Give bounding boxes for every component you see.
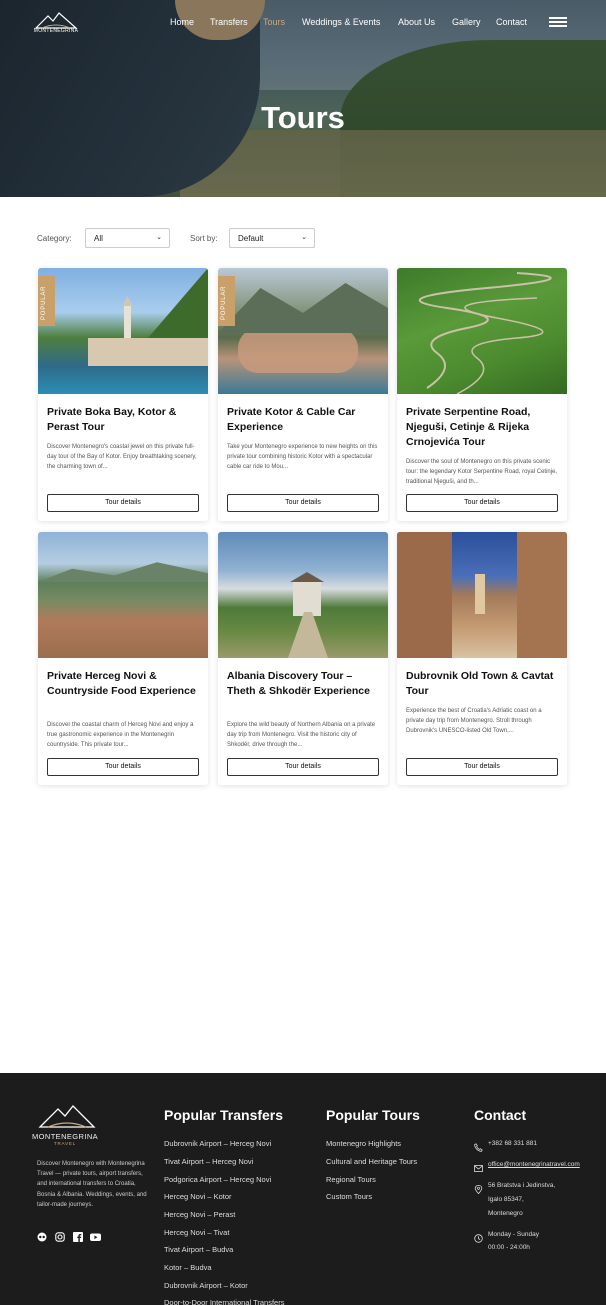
footer <box>0 1073 606 1305</box>
logo-text: MONTENEGRINA <box>33 28 79 34</box>
tour-details-button[interactable]: Tour details <box>47 494 199 512</box>
nav-transfers[interactable]: Transfers <box>210 17 248 27</box>
tour-card[interactable] <box>218 532 388 785</box>
tour-details-button[interactable]: Tour details <box>227 758 379 776</box>
contact-heading: Contact <box>474 1107 527 1123</box>
transfer-link[interactable]: Dubrovnik Airport – Herceg Novi <box>164 1139 272 1148</box>
sort-label: Sort by: <box>190 234 218 243</box>
tour-title[interactable]: Dubrovnik Old Town & Cavtat Tour <box>406 670 554 697</box>
category-select[interactable] <box>85 228 170 248</box>
tour-title[interactable]: Albania Discovery Tour – Theth & Shkodër Experience <box>227 670 370 697</box>
tour-card[interactable] <box>397 268 567 521</box>
tour-link[interactable]: Cultural and Heritage Tours <box>326 1157 418 1166</box>
tour-description: Discover Montenegro's coastal jewel on this private full-day tour of the Bay of Kotor. Enjoy breathtaking scenery, the charming town of... <box>47 444 197 470</box>
tour-details-button[interactable]: Tour details <box>406 758 558 776</box>
chevron-down-icon: ⌄ <box>156 234 162 241</box>
tour-title[interactable]: Private Serpentine Road, Njeguši, Cetinje & Rijeka Crnojevića Tour <box>406 406 531 448</box>
tour-link[interactable]: Regional Tours <box>326 1175 376 1184</box>
nav-tours[interactable]: Tours <box>263 17 286 27</box>
tour-card[interactable] <box>397 532 567 785</box>
tour-image[interactable] <box>218 532 388 658</box>
chevron-down-icon: ⌄ <box>301 234 307 241</box>
mail-icon <box>474 1160 483 1169</box>
footer-about: Discover Montenegro with Montenegrina Travel — private tours, airport transfers, and international transfers to Croatia, Bosnia & Albania. Weddings, events, and tailor-made journeys. <box>37 1161 147 1208</box>
contact-email[interactable]: office@montenegrinatravel.com <box>488 1161 580 1168</box>
tour-image[interactable] <box>38 268 208 394</box>
transfer-link[interactable]: Herceg Novi – Kotor <box>164 1192 232 1201</box>
tour-link[interactable]: Montenegro Highlights <box>326 1139 402 1148</box>
tour-description: Take your Montenegro experience to new heights on this private tour combining historic Kotor with a spectacular cable car ride to Mou... <box>227 444 378 470</box>
nav-contact[interactable]: Contact <box>496 17 528 27</box>
tour-description: Explore the wild beauty of Northern Albania on a private day trip from Montenegro. Visit the historic city of Shkodër, drive through the... <box>227 722 376 748</box>
phone-icon <box>474 1139 483 1148</box>
nav-weddings-events[interactable]: Weddings & Events <box>302 17 381 27</box>
popular-badge: POPULAR <box>218 276 235 326</box>
tour-image[interactable] <box>397 268 567 394</box>
tour-description: Discover the coastal charm of Herceg Novi and enjoy a true gastronomic experience in the Montenegrin countryside. This private tour... <box>47 722 194 748</box>
tour-image[interactable] <box>218 268 388 394</box>
clock-icon <box>474 1230 483 1239</box>
tour-image[interactable] <box>397 532 567 658</box>
contact-address-line2: Igalo 85347, <box>488 1196 524 1203</box>
popular-badge: POPULAR <box>38 276 55 326</box>
tour-card[interactable] <box>38 532 208 785</box>
instagram-icon[interactable] <box>55 1229 65 1239</box>
hamburger-icon[interactable] <box>549 17 567 27</box>
tour-link[interactable]: Custom Tours <box>326 1192 373 1201</box>
logo-icon[interactable] <box>34 10 78 40</box>
tour-card[interactable] <box>218 268 388 521</box>
transfer-link[interactable]: Tivat Airport – Budva <box>164 1245 234 1254</box>
tour-title[interactable]: Private Herceg Novi & Countryside Food Experience <box>47 670 196 697</box>
category-value: All <box>94 234 103 243</box>
contact-address-line3: Montenegro <box>488 1210 523 1217</box>
nav-gallery[interactable]: Gallery <box>452 17 481 27</box>
facebook-icon[interactable] <box>73 1229 83 1239</box>
transfer-link[interactable]: Door-to-Door International Transfers <box>164 1298 285 1305</box>
tour-details-button[interactable]: Tour details <box>227 494 379 512</box>
page-title: Tours <box>261 100 345 135</box>
tour-details-button[interactable]: Tour details <box>406 494 558 512</box>
category-label: Category: <box>37 234 72 243</box>
footer-logo-icon[interactable] <box>36 1103 98 1129</box>
contact-hours-days: Monday - Sunday <box>488 1231 539 1238</box>
tour-description: Discover the soul of Montenegro on this private scenic tour: the legendary Kotor Serpentine Road, royal Cetinje, traditional Njeguši, and th... <box>406 459 558 485</box>
contact-phone[interactable]: +382 68 331 881 <box>488 1140 537 1147</box>
sort-select[interactable] <box>229 228 315 248</box>
tour-details-button[interactable]: Tour details <box>47 758 199 776</box>
transfer-link[interactable]: Herceg Novi – Perast <box>164 1210 236 1219</box>
tour-title[interactable]: Private Boka Bay, Kotor & Perast Tour <box>47 406 177 433</box>
tripadvisor-icon[interactable] <box>37 1229 47 1239</box>
location-pin-icon <box>474 1181 483 1190</box>
popular-tours-heading: Popular Tours <box>326 1107 420 1123</box>
transfer-link[interactable]: Podgorica Airport – Herceg Novi <box>164 1175 272 1184</box>
transfer-link[interactable]: Herceg Novi – Tivat <box>164 1228 230 1237</box>
contact-address-line1: 56 Bratstva i Jedinstva, <box>488 1182 556 1189</box>
nav-home[interactable]: Home <box>170 17 195 27</box>
footer-logo-text: MONTENEGRINA <box>32 1132 99 1141</box>
tour-card[interactable] <box>38 268 208 521</box>
sort-value: Default <box>238 234 264 243</box>
transfer-link[interactable]: Kotor – Budva <box>164 1263 212 1272</box>
tour-title[interactable]: Private Kotor & Cable Car Experience <box>227 406 356 433</box>
hero-banner <box>0 0 606 197</box>
footer-logo-sub: TRAVEL <box>54 1141 76 1146</box>
contact-hours-time: 00:00 - 24:00h <box>488 1244 530 1251</box>
tour-description: Experience the best of Croatia's Adriatic coast on a private day trip from Montenegro. Stroll through Dubrovnik's UNESCO-listed Old Town,... <box>406 708 542 734</box>
transfer-link[interactable]: Dubrovnik Airport – Kotor <box>164 1281 248 1290</box>
popular-transfers-heading: Popular Transfers <box>164 1107 284 1123</box>
youtube-icon[interactable] <box>90 1229 101 1239</box>
tour-image[interactable] <box>38 532 208 658</box>
nav-about-us[interactable]: About Us <box>398 17 436 27</box>
transfer-link[interactable]: Tivat Airport – Herceg Novi <box>164 1157 254 1166</box>
